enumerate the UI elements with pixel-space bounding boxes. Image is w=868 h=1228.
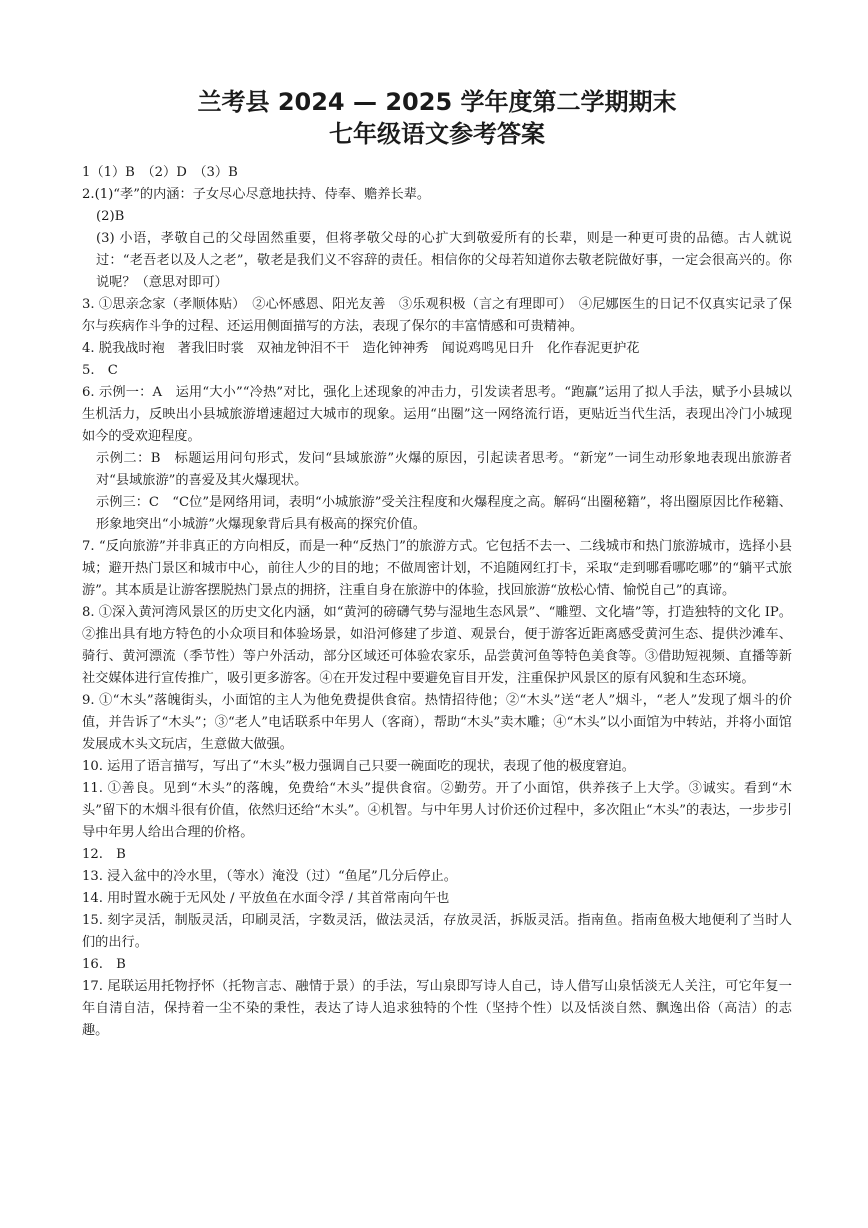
answer-2-2: (2)B [96, 209, 125, 224]
answer-15: 15. 刻字灵活，制版灵活，印刷灵活，字数灵活，做法灵活，存放灵活，拆版灵活。指南鱼。指南鱼极大地便利了当时人们的出行。 [82, 913, 792, 950]
answer-5: 5. C [82, 363, 118, 378]
answer-2-1: 2.(1)“孝”的内涵：子女尽心尽意地扶持、侍奉、赡养长辈。 [82, 187, 431, 202]
answer-1: 1（1）B （2）D （3）B [82, 165, 238, 180]
page-title-line2: 七年级语文参考答案 [329, 120, 545, 148]
answer-16: 16. B [82, 957, 126, 972]
answer-2-3: (3) 小语，孝敬自己的父母固然重要，但将孝敬父母的心扩大到敬爱所有的长辈，则是一种更可贵的品德。古人就说过：“老吾老以及人之老”，敬老是我们义不容辞的责任。相信你的父母若知道你去敬老院做好事，一定会很高兴的。你说呢？（意思对即可） [96, 231, 792, 290]
answer-11: 11. ①善良。见到“木头”的落魄，免费给“木头”提供食宿。②勤劳。开了小面馆，供养孩子上大学。③诚实。看到“木头”留下的木烟斗很有价值，依然归还给“木头”。④机智。与中年男人讨价还价过程中，多次阻止“木头”的表达，一步步引导中年男人给出合理的价格。 [82, 781, 792, 840]
answer-10: 10. 运用了语言描写，写出了“木头”极力强调自己只要一碗面吃的现状，表现了他的极度窘迫。 [82, 759, 635, 774]
answer-17: 17. 尾联运用托物抒怀（托物言志、融情于景）的手法，写山泉即写诗人自己，诗人借写山泉恬淡无人关注，可它年复一年自清自洁，保持着一尘不染的秉性，表达了诗人追求独特的个性（坚持个性）以及恬淡自然、飘逸出俗（高洁）的志趣。 [82, 979, 792, 1038]
answer-12: 12. B [82, 847, 126, 862]
answer-4: 4. 脱我战时袍 著我旧时裳 双袖龙钟泪不干 造化钟神秀 闻说鸡鸣见日升 化作春泥更护花 [82, 341, 640, 356]
answer-6-example-1: 6. 示例一：A 运用“大小”“冷热”对比，强化上述现象的冲击力，引发读者思考。“跑赢”运用了拟人手法，赋予小县城以生机活力，反映出小县城旅游增速超过大城市的现象。运用“出圈”这一网络流行语，更贴近当代生活，表现出冷门小城现如今的受欢迎程度。 [82, 385, 792, 444]
answer-14: 14. 用时置水碗于无风处 / 平放鱼在水面令浮 / 其首常南向午也 [82, 891, 450, 906]
answer-content [82, 162, 792, 1042]
page-title-line1: 兰考县 2024 — 2025 学年度第二学期期末 [197, 88, 677, 116]
answer-13: 13. 浸入盆中的冷水里，（等水）淹没（过）“鱼尾”几分后停止。 [82, 869, 457, 884]
answer-7: 7. “反向旅游”并非真正的方向相反，而是一种“反热门”的旅游方式。它包括不去一、二线城市和热门旅游城市，选择小县城；避开热门景区和城市中心，前往人少的目的地；不做周密计划，不追随网红打卡，采取“走到哪看哪吃哪”的“躺平式旅游”。其本质是让游客摆脱热门景点的拥挤，注重自身在旅游中的体验，找回旅游“放松心情、愉悦自己”的真谛。 [82, 539, 792, 598]
answer-9: 9. ①“木头”落魄街头，小面馆的主人为他免费提供食宿。热情招待他；②“木头”送“老人”烟斗，“老人”发现了烟斗的价值，并告诉了“木头”；③“老人”电话联系中年男人（客商），帮助“木头”卖木雕；④“木头”以小面馆为中转站，并将小面馆发展成木头文玩店，生意做大做强。 [82, 693, 792, 752]
answer-6-example-3: 示例三：C “C位”是网络用词，表明“小城旅游”受关注程度和火爆程度之高。解码“出圈秘籍”，将出圈原因比作秘籍、形象地突出“小城游”火爆现象背后具有极高的探究价值。 [96, 495, 792, 532]
answer-3: 3. ①思亲念家（孝顺体贴） ②心怀感恩、阳光友善 ③乐观积极（言之有理即可） ④尼娜医生的日记不仅真实记录了保尔与疾病作斗争的过程、还运用侧面描写的方法，表现了保尔的丰富情感和可贵精神。 [82, 297, 792, 334]
answer-8: 8. ①深入黄河湾风景区的历史文化内涵，如“黄河的磅礴气势与湿地生态风景”、“雕塑、文化墙”等，打造独特的文化 IP。②推出具有地方特色的小众项目和体验场景，如沿河修建了步道、观景台，便于游客近距离感受黄河生态、提供沙滩车、骑行、黄河漂流（季节性）等户外活动，部分区域还可体验农家乐，品尝黄河鱼等特色美食等。③借助短视频、直播等新社交媒体进行宣传推广，吸引更多游客。④在开发过程中要避免盲目开发，注重保护风景区的原有风貌和生态环境。 [82, 605, 792, 686]
answer-6-example-2: 示例二：B 标题运用问句形式，发问“县域旅游”火爆的原因，引起读者思考。“新宠”一词生动形象地表现出旅游者对“县域旅游”的喜爱及其火爆现状。 [96, 451, 792, 488]
